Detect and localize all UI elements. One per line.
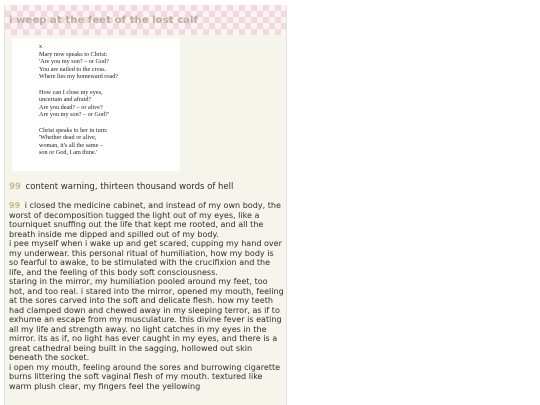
body-paragraph [9,201,285,239]
paragraph-text: i closed the medicine cabinet, and instead of my own body, the worst of decomposition tugged the light out of my eyes, like a tourniquet snuffing out the life that kept me rooted, and all the breath inside me dipped and spilled out of my body. [9,201,281,239]
post-body [9,201,285,391]
poem-text: x Mary now speaks to Christ: 'Are you my son? – or God? You are nailed to the cross. Where lies my homeward road? How can I close my eyes, uncertain and afraid? Are you dead? – or alive? Are you my son? – or God?' Christ speaks to her in turn: 'Whether dead or alive, woman, it's all the same – son or God, I am thine.' [39,43,119,157]
post-title[interactable]: i weep at the feet of the lost calf [9,15,199,26]
post-header-banner [5,5,286,35]
body-paragraph: i pee myself when i wake up and get scared, cupping my hand over my underwear. this personal ritual of humiliation, how my body is so fearful to awake, to be stimulated with the crucifixion and the life, and the feeling of this body soft consciousness. [9,239,282,277]
content-warning-text: content warning, thirteen thousand words of hell [25,182,234,192]
poem-image [12,38,180,171]
quote-mark-icon: 99 [9,201,21,210]
body-paragraph: staring in the mirror, my humiliation pooled around my feet, too hot, and too real. i stared into the mirror, opened my mouth, feeling at the sores carved into the soft and delicate flesh. how my teeth had clamped down and chewed away in my sleeping terror, as if to exhume an escape from my musculature. this divine fever is eating all my life and strength away. no light catches in my eyes in the mirror. its as if, no light has ever caught in my eyes, and there is a great cathedral being built in the sagging, hollowed out skin beneath the socket. [9,277,284,362]
body-paragraph: i open my mouth, feeling around the sores and burrowing cigarette burns littering the soft vaginal flesh of my mouth. textured like warm plush clear, my fingers feel the yellowing [9,362,281,391]
content-warning [9,182,285,192]
quote-mark-icon: 99 [9,182,21,192]
blog-post-frame [4,5,287,405]
scroll-fade [5,395,286,405]
